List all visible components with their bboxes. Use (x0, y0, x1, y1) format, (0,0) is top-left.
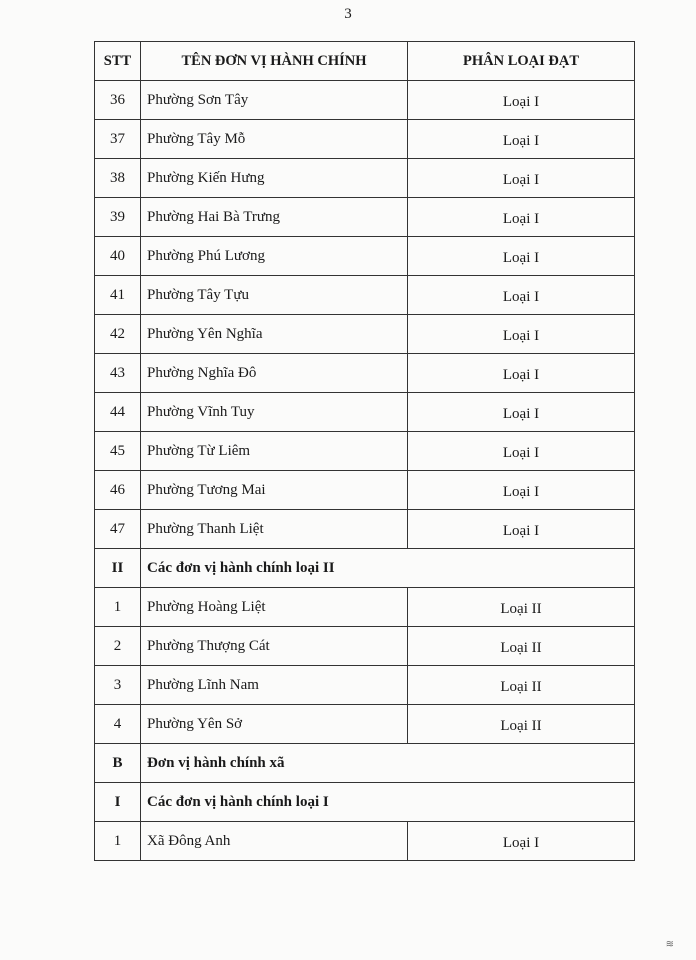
row-stt: 44 (95, 393, 141, 432)
table-row (95, 666, 635, 705)
section-stt: B (95, 744, 141, 783)
row-unit-name: Xã Đông Anh (141, 822, 408, 861)
section-row (95, 783, 635, 822)
row-stt: 42 (95, 315, 141, 354)
table-row (95, 198, 635, 237)
row-stt: 46 (95, 471, 141, 510)
row-stt: 1 (95, 822, 141, 861)
row-unit-name: Phường Kiến Hưng (141, 159, 408, 198)
row-unit-name: Phường Thanh Liệt (141, 510, 408, 549)
table-row (95, 276, 635, 315)
table-row (95, 237, 635, 276)
table-row (95, 588, 635, 627)
table-row (95, 315, 635, 354)
table-row (95, 393, 635, 432)
row-unit-name: Phường Hai Bà Trưng (141, 198, 408, 237)
row-classification: Loại I (408, 237, 635, 276)
section-title: Các đơn vị hành chính loại I (141, 783, 635, 822)
header-stt: STT (95, 42, 141, 81)
row-unit-name: Phường Nghĩa Đô (141, 354, 408, 393)
row-classification: Loại II (408, 666, 635, 705)
row-unit-name: Phường Lĩnh Nam (141, 666, 408, 705)
row-unit-name: Phường Tương Mai (141, 471, 408, 510)
row-unit-name: Phường Tây Tựu (141, 276, 408, 315)
row-classification: Loại I (408, 471, 635, 510)
header-unit-name: TÊN ĐƠN VỊ HÀNH CHÍNH (141, 42, 408, 81)
section-stt: II (95, 549, 141, 588)
table-row (95, 471, 635, 510)
section-title: Đơn vị hành chính xã (141, 744, 635, 783)
table-header-row (95, 42, 635, 81)
row-stt: 40 (95, 237, 141, 276)
row-stt: 39 (95, 198, 141, 237)
row-stt: 37 (95, 120, 141, 159)
row-stt: 2 (95, 627, 141, 666)
section-title: Các đơn vị hành chính loại II (141, 549, 635, 588)
row-stt: 47 (95, 510, 141, 549)
table-row (95, 822, 635, 861)
row-classification: Loại II (408, 627, 635, 666)
page-number: 3 (344, 6, 352, 22)
row-unit-name: Phường Yên Nghĩa (141, 315, 408, 354)
row-classification: Loại I (408, 81, 635, 120)
row-classification: Loại II (408, 588, 635, 627)
row-unit-name: Phường Từ Liêm (141, 432, 408, 471)
row-unit-name: Phường Thượng Cát (141, 627, 408, 666)
row-stt: 4 (95, 705, 141, 744)
row-classification: Loại I (408, 159, 635, 198)
table-row (95, 159, 635, 198)
row-unit-name: Phường Yên Sở (141, 705, 408, 744)
section-row (95, 744, 635, 783)
table-row (95, 120, 635, 159)
row-stt: 43 (95, 354, 141, 393)
row-classification: Loại I (408, 393, 635, 432)
row-unit-name: Phường Tây Mỗ (141, 120, 408, 159)
row-stt: 1 (95, 588, 141, 627)
corner-scribble-mark: ≋ (665, 939, 674, 950)
row-unit-name: Phường Vĩnh Tuy (141, 393, 408, 432)
row-unit-name: Phường Sơn Tây (141, 81, 408, 120)
row-classification: Loại I (408, 510, 635, 549)
row-stt: 36 (95, 81, 141, 120)
row-classification: Loại I (408, 120, 635, 159)
row-stt: 38 (95, 159, 141, 198)
section-row (95, 549, 635, 588)
table-row (95, 627, 635, 666)
row-classification: Loại I (408, 198, 635, 237)
row-classification: Loại II (408, 705, 635, 744)
row-classification: Loại I (408, 432, 635, 471)
row-classification: Loại I (408, 822, 635, 861)
row-classification: Loại I (408, 354, 635, 393)
row-stt: 3 (95, 666, 141, 705)
row-unit-name: Phường Phú Lương (141, 237, 408, 276)
row-stt: 45 (95, 432, 141, 471)
table-row (95, 432, 635, 471)
table-row (95, 510, 635, 549)
table-row (95, 705, 635, 744)
row-stt: 41 (95, 276, 141, 315)
row-unit-name: Phường Hoàng Liệt (141, 588, 408, 627)
row-classification: Loại I (408, 315, 635, 354)
section-stt: I (95, 783, 141, 822)
header-classification: PHÂN LOẠI ĐẠT (408, 42, 635, 81)
administrative-units-table (94, 41, 635, 861)
table-row (95, 81, 635, 120)
row-classification: Loại I (408, 276, 635, 315)
table-row (95, 354, 635, 393)
